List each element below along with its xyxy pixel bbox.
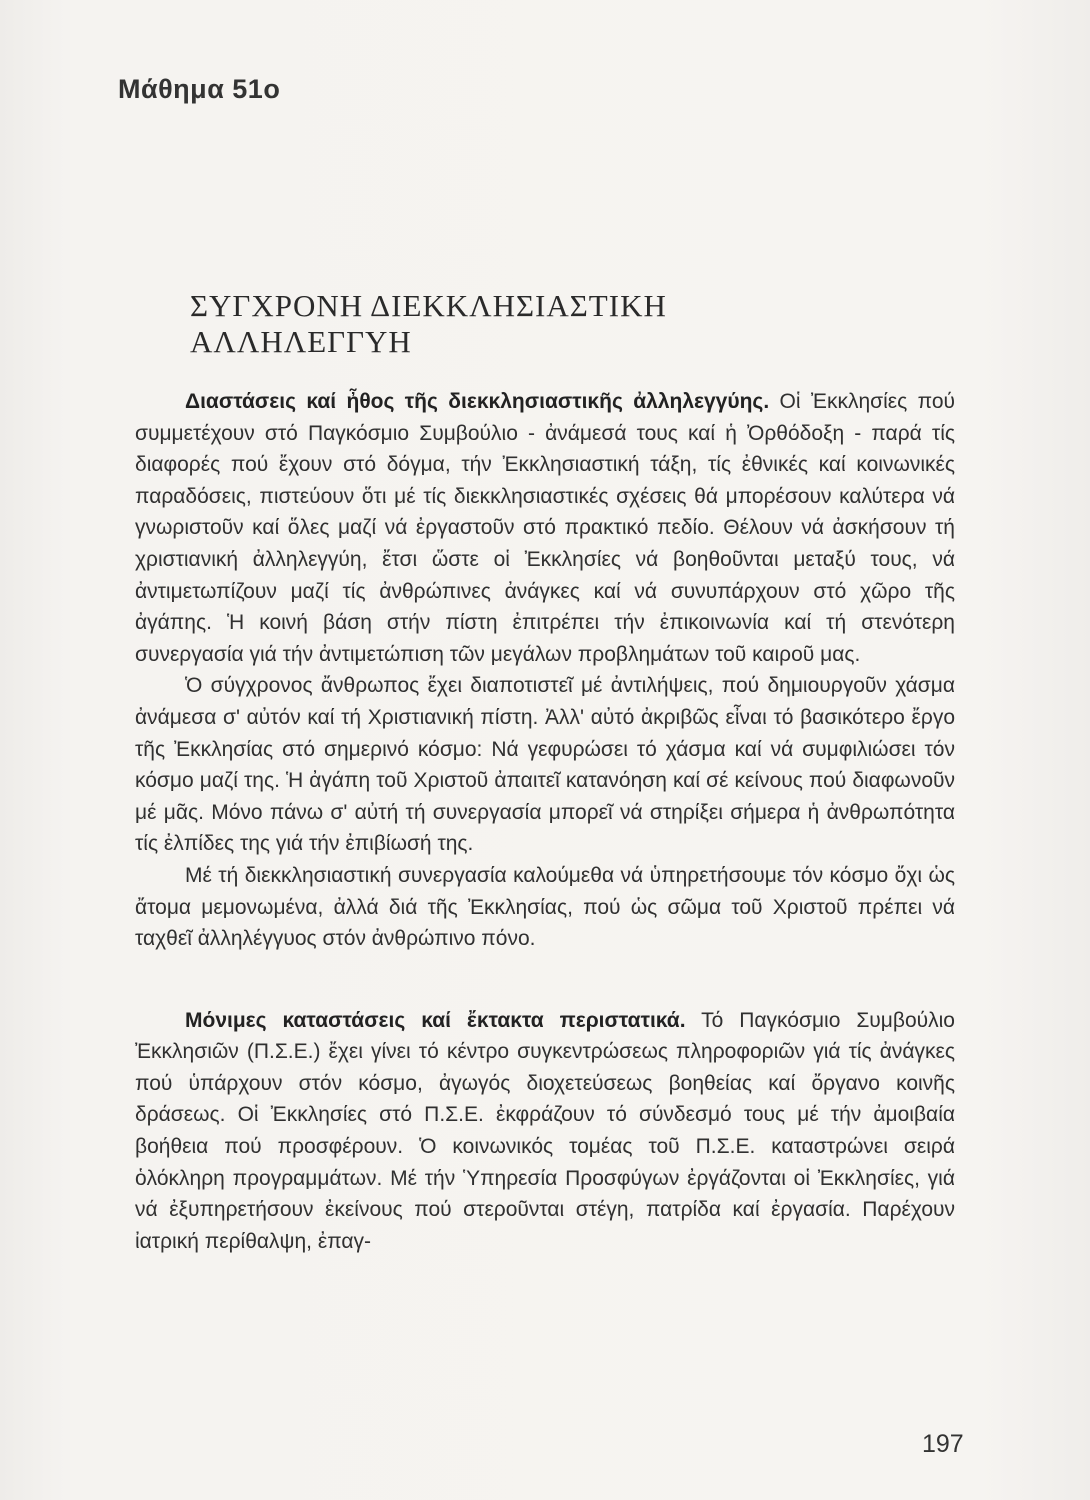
paragraph-text: Ὁ σύγχρονος ἄνθρωπος ἔχει διαποτιστεῖ μέ ἀντιλήψεις, πού δημιουργοῦν χάσμα ἀνάμεσα σ' αὐτόν καί τή Χριστιανική πίστη. Ἀλλ' αὐτό ἀκριβῶς εἶναι τό βασικότερο ἔργο τῆς Ἐκκλησίας στό σημερινό κόσμο: Νά γεφυρώσει τό χάσμα καί νά συμφιλιώσει τόν κόσμο μαζί της. Ἡ ἀγάπη τοῦ Χριστοῦ ἀπαιτεῖ κατανόηση καί σέ κείνους πού διαφωνοῦν μέ μᾶς. Μόνο πάνω σ' αὐτή τή συνεργασία μπορεῖ νά στηρίξει σήμερα ἡ ἀνθρωπότητα τίς ἐλπίδες της γιά τήν ἐπιβίωσή της. xyxy=(135,674,955,856)
paragraph-text: Τό Παγκόσμιο Συμβούλιο Ἐκκλησιῶν (Π.Σ.Ε.) ἔχει γίνει τό κέντρο συγκεντρώσεως πληροφοριῶν γιά τίς ἀνάγκες πού ὑπάρχουν στόν κόσμο, ἀγωγός διοχετεύσεως βοηθείας καί ὄργανο κοινῆς δράσεως. Οἱ Ἐκκλησίες στό Π.Σ.Ε. ἐκφράζουν τό σύνδεσμό τους μέ τήν ἀμοιβαία βοήθεια πού προσφέρουν. Ὁ κοινωνικός τομέας τοῦ Π.Σ.Ε. καταστρώνει σειρά ὁλόκληρη προγραμμάτων. Μέ τήν Ὑπηρεσία Προσφύγων ἐργάζονται οἱ Ἐκκλησίες, γιά νά ἐξυπηρετήσουν ἐκείνους πού στεροῦνται στέγη, πατρίδα καί ἐργασία. Παρέχουν ἰατρική περίθαλψη, ἐπαγ- xyxy=(135,1008,955,1253)
paragraph-text: Μέ τή διεκκλησιαστική συνεργασία καλούμεθα νά ὑπηρετήσουμε τόν κόσμο ὄχι ὡς ἄτομα μεμονωμένα, ἀλλά διά τῆς Ἐκκλησίας, πού ὡς σῶμα τοῦ Χριστοῦ πρέπει νά ταχθεῖ ἀλληλέγγυος στόν ἀνθρώπινο πόνο. xyxy=(135,863,955,951)
paragraph xyxy=(135,1005,955,1258)
page-number: 197 xyxy=(922,1430,964,1458)
paragraph xyxy=(135,386,955,670)
inline-heading: Μόνιμες καταστάσεις καί ἔκτακτα περιστατικά. xyxy=(185,1008,686,1032)
chapter-title: ΣΥΓΧΡΟΝΗ ΔΙΕΚΚΛΗΣΙΑΣΤΙΚΗ ΑΛΛΗΛΕΓΓΥΗ xyxy=(190,288,667,359)
lesson-label: Μάθημα 51ο xyxy=(118,74,281,104)
paragraph-text: Οἱ Ἐκκλησίες πού συμμετέχουν στό Παγκόσμιο Συμβούλιο - ἀνάμεσά τους καί ἡ Ὀρθόδοξη - παρά τίς διαφορές πού ἔχουν στό δόγμα, τήν Ἐκκλησιαστική τάξη, τίς ἐθνικές καί κοινωνικές παραδόσεις, πιστεύουν ὅτι μέ τίς διεκκλησιαστικές σχέσεις θά μπορέσουν καλύτερα νά γνωριστοῦν καί ὅλες μαζί νά ἐργαστοῦν στό πρακτικό πεδίο. Θέλουν νά ἀσκήσουν τή χριστιανική ἀλληλεγγύη, ἔτσι ὥστε οἱ Ἐκκλησίες νά βοηθοῦνται μεταξύ τους, νά ἀντιμετωπίζουν μαζί τίς ἀνθρώπινες ἀνάγκες καί νά συνυπάρχουν στό χῶρο τῆς ἀγάπης. Ἡ κοινή βάση στήν πίστη ἐπιτρέπει τήν ἐπικοινωνία καί τή στενότερη συνεργασία γιά τήν ἀντιμετώπιση τῶν μεγάλων προβλημάτων τοῦ καιροῦ μας. xyxy=(135,390,955,666)
paragraph xyxy=(135,670,955,860)
inline-heading: Διαστάσεις καί ἦθος τῆς διεκκλησιαστικῆς ἀλληλεγγύης. xyxy=(185,390,770,413)
body-text xyxy=(135,386,955,1257)
paragraph xyxy=(135,860,955,955)
